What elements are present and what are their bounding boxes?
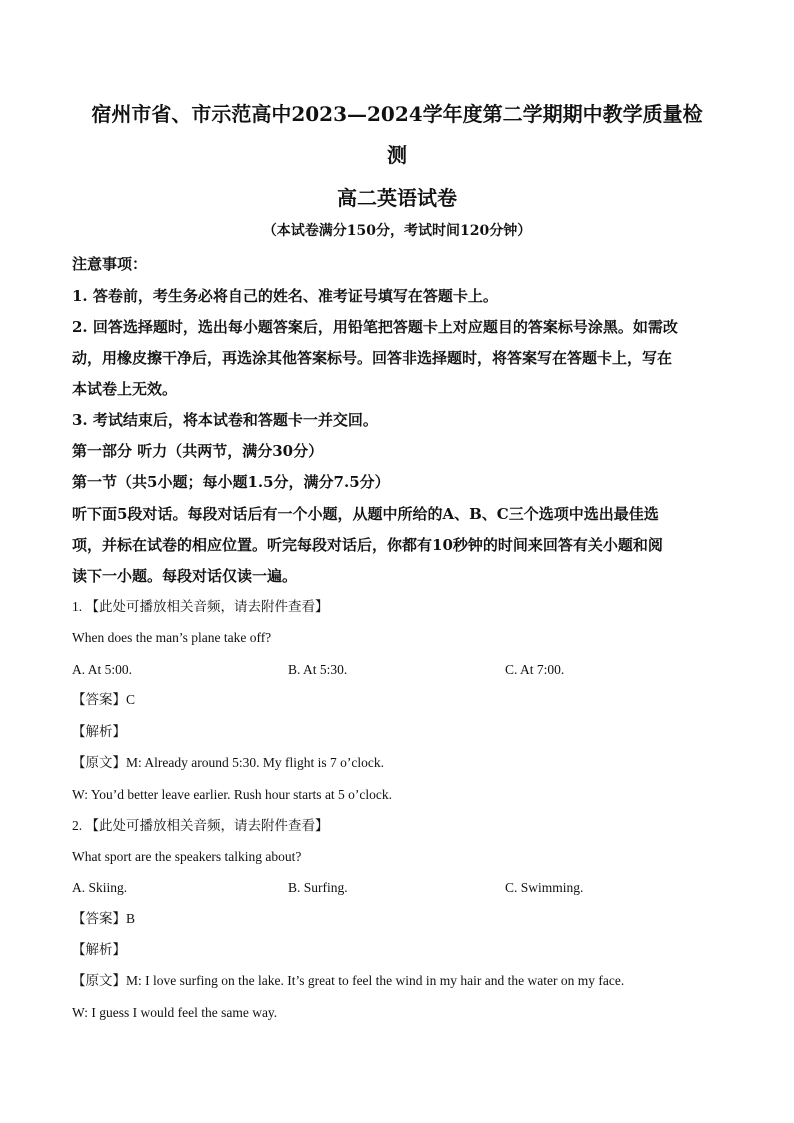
option-a-q1: A. At 5:00. xyxy=(72,662,133,677)
instruction-item-2-line3: 本试卷上无效。 xyxy=(72,380,178,398)
audio-link-q1[interactable]: 1. 【此处可播放相关音频，请去附件查看】 xyxy=(72,599,329,614)
option-b-q1: B. At 5:30. xyxy=(288,662,348,677)
options-row-q2 xyxy=(72,878,722,898)
instruction-item-3: 3. 考试结束后，将本试卷和答题卡一并交回。 xyxy=(72,411,378,429)
exam-title-line1: 宿州市省、市示范高中2023—2024学年度第二学期期中教学质量检 xyxy=(91,102,703,126)
exam-score-time-note: （本试卷满分150分，考试时间120分钟） xyxy=(262,223,532,239)
instruction-item-1: 1. 答卷前，考生务必将自己的姓名、准考证号填写在答题卡上。 xyxy=(72,287,498,305)
question-text-q2: What sport are the speakers talking about? xyxy=(72,849,302,864)
audio-link-q2[interactable]: 2. 【此处可播放相关音频，请去附件查看】 xyxy=(72,818,329,833)
transcript-q1-line2: W: You’d better leave earlier. Rush hour starts at 5 o’clock. xyxy=(72,787,393,802)
directions-line1: 听下面5段对话。每段对话后有一个小题，从题中所给的A、B、C三个选项中选出最佳选 xyxy=(72,505,659,523)
instruction-item-2-line2: 动，用橡皮擦干净后，再选涂其他答案标号。回答非选择题时，将答案写在答题卡上，写在 xyxy=(72,349,673,367)
instruction-item-2-line1: 2. 回答选择题时，选出每小题答案后，用铅笔把答题卡上对应题目的答案标号涂黑。如需改 xyxy=(72,318,678,336)
analysis-q2: 【解析】 xyxy=(72,942,126,957)
answer-q2: 【答案】B xyxy=(72,911,136,926)
question-text-q1: When does the man’s plane take off? xyxy=(72,630,272,645)
part-heading: 第一部分 听力（共两节，满分30分） xyxy=(72,442,324,460)
analysis-q1: 【解析】 xyxy=(72,724,126,739)
option-a-q2: A. Skiing. xyxy=(72,880,128,895)
options-row-q1 xyxy=(72,660,722,680)
answer-q1: 【答案】C xyxy=(72,692,136,707)
directions-line2: 项，并标在试卷的相应位置。听完每段对话后，你都有10秒钟的时间来回答有关小题和阅 xyxy=(72,536,663,554)
transcript-q2-line1: 【原文】M: I love surfing on the lake. It’s great to feel the wind in my hair and the water on my face. xyxy=(72,973,625,988)
option-b-q2: B. Surfing. xyxy=(288,880,348,895)
exam-title-line2: 测 xyxy=(387,143,407,167)
directions-line3: 读下一小题。每段对话仅读一遍。 xyxy=(72,567,298,585)
option-c-q2: C. Swimming. xyxy=(505,880,584,895)
section-heading: 第一节（共5小题；每小题1.5分，满分7.5分） xyxy=(72,473,390,491)
exam-subtitle: 高二英语试卷 xyxy=(337,186,457,210)
option-c-q1: C. At 7:00. xyxy=(505,662,565,677)
transcript-q1-line1: 【原文】M: Already around 5:30. My flight is 7 o’clock. xyxy=(72,755,384,770)
instructions-heading: 注意事项： xyxy=(72,255,148,273)
transcript-q2-line2: W: I guess I would feel the same way. xyxy=(72,1005,278,1020)
